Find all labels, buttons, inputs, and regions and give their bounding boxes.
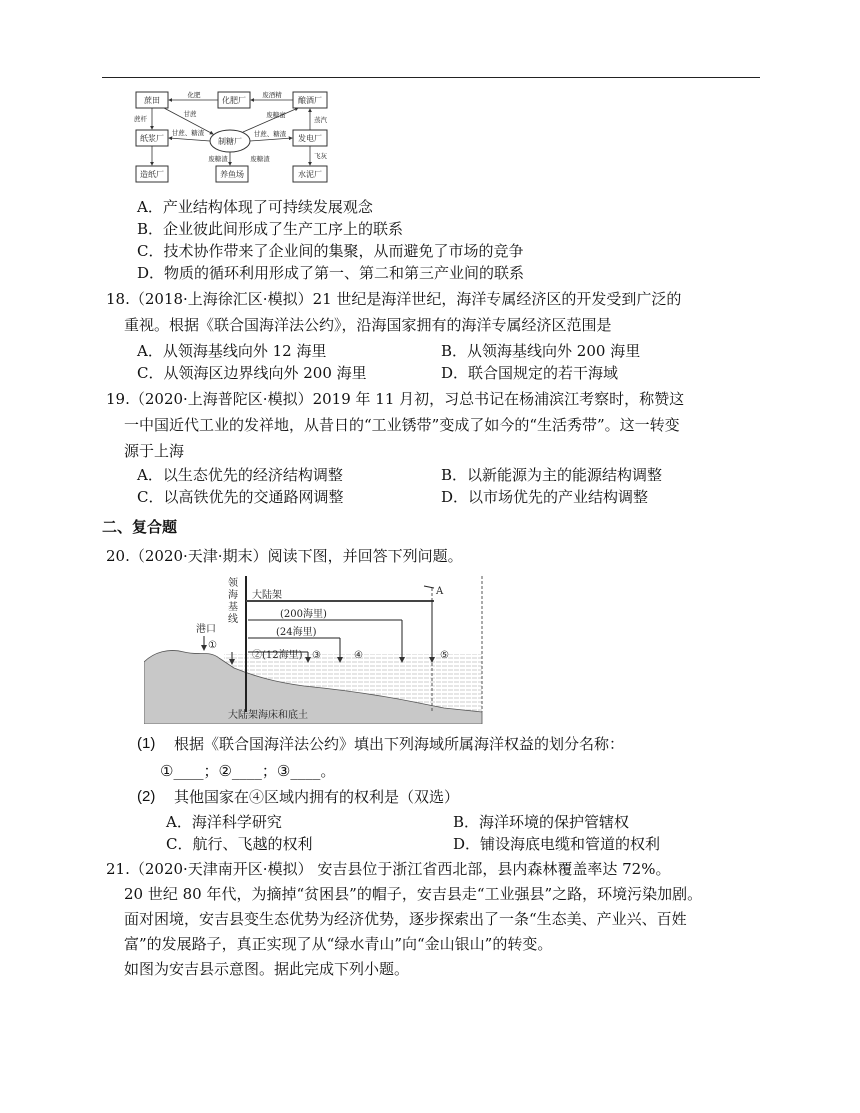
zone-4-label: ④: [354, 650, 363, 661]
q20-option-a: A．海洋科学研究: [166, 813, 282, 831]
baseline-label-4: 线: [228, 614, 238, 625]
q19-stem-line1: 19.（2020·上海普陀区·模拟）2019 年 11 月初，习总书记在杨浦滨江考察时，称赞这: [106, 390, 685, 408]
node-label: 发电厂: [298, 134, 322, 143]
zone-5-label: ⑤: [440, 650, 449, 661]
q17-option-b: B．企业彼此间形成了生产工序上的联系: [137, 220, 404, 238]
q21-stem-line2: 20 世纪 80 年代，为摘掉“贫困县”的帽子，安吉县走“工业强县”之路，环境污染加剧。: [124, 885, 703, 903]
zone-3-label: ③: [312, 650, 321, 661]
seabed-label: 大陆架海床和底土: [228, 710, 308, 721]
node-label: 化肥厂: [222, 96, 246, 105]
q18-stem-line1: 18.（2018·上海徐汇区·模拟）21 世纪是海洋世纪，海洋专属经济区的开发受到广泛的: [106, 290, 682, 308]
baseline-label-3: 基: [228, 602, 238, 613]
edge-label: 飞灰: [314, 152, 327, 160]
q21-stem-line4: 富”的发展路子，真正实现了从“绿水青山”向“金山银山”的转变。: [124, 935, 553, 953]
q18-stem-line2: 重视。根据《联合国海洋法公约》，沿海国家拥有的海洋专属经济区范围是: [124, 316, 612, 334]
edge-label: 化肥: [187, 91, 201, 99]
edge-label: 废酒精: [262, 91, 282, 99]
baseline-label-2: 海: [228, 590, 238, 601]
edge-label: 废糖渣: [208, 155, 228, 163]
q17-option-d: D．物质的循环利用形成了第一、第二和第三产业间的联系: [137, 264, 525, 282]
q20-intro: 20.（2020·天津·期末）阅读下图，并回答下列问题。: [106, 547, 463, 565]
header-rule: [102, 77, 760, 78]
node-label: 制糖厂: [218, 137, 242, 146]
q20-option-c: C．航行、飞越的权利: [166, 835, 313, 853]
q20-sub2-text: 其他国家在④区域内拥有的权利是（双选）: [174, 788, 460, 806]
q21-stem-line5: 如图为安吉县示意图。据此完成下列小题。: [124, 960, 410, 978]
node-label: 造纸厂: [140, 170, 164, 179]
q18-option-b: B．从领海基线向外 200 海里: [441, 342, 641, 360]
q20-sub1-number: (1): [137, 735, 156, 752]
node-label: 纸浆厂: [140, 134, 164, 143]
shelf-label: 大陆架: [252, 590, 282, 601]
edge-label: 甘蔗: [183, 110, 197, 118]
q19-option-d: D．以市场优先的产业结构调整: [441, 488, 649, 506]
edge-label: 蒸汽: [314, 116, 327, 124]
q19-option-b: B．以新能源为主的能源结构调整: [441, 466, 663, 484]
label-24nm: (24海里): [276, 627, 317, 638]
q18-option-a: A．从领海基线向外 12 海里: [137, 342, 327, 360]
q21-stem-line1: 21.（2020·天津南开区·模拟） 安吉县位于浙江省西北部，县内森林覆盖率达 72%。: [106, 860, 671, 878]
q19-stem-line3: 源于上海: [124, 442, 185, 460]
q20-sub2-number: (2): [137, 788, 156, 805]
node-label: 酿酒厂: [298, 96, 322, 105]
baseline-label-1: 领: [228, 578, 238, 589]
maritime-zones-diagram: [144, 572, 486, 724]
edge-label: 废糖渣: [250, 155, 270, 163]
node-label: 水泥厂: [298, 170, 322, 179]
edge-label: 废糖蜜: [266, 111, 286, 119]
q20-option-d: D．铺设海底电缆和管道的权利: [453, 835, 661, 853]
q17-option-a: A．产业结构体现了可持续发展观念: [137, 198, 373, 216]
zone-1-label: ①: [208, 640, 217, 651]
section-heading: 二、复合题: [102, 518, 178, 536]
q20-option-b: B．海洋环境的保护管辖权: [453, 813, 630, 831]
label-12nm: ②(12海里): [252, 650, 303, 661]
q19-option-a: A．以生态优先的经济结构调整: [137, 466, 343, 484]
port-label: 港口: [196, 624, 216, 635]
q18-option-c: C．从领海区边界线向外 200 海里: [137, 364, 367, 382]
node-label: 养鱼场: [220, 170, 244, 179]
q20-sub1-blanks: ①____；②____；③____。: [160, 762, 336, 780]
edge-label: 甘蔗、糖渣: [253, 130, 287, 138]
point-a-label: A: [436, 586, 444, 597]
q20-sub1-text: 根据《联合国海洋法公约》填出下列海域所属海洋权益的划分名称：: [174, 735, 625, 753]
q21-stem-line3: 面对困境，安吉县变生态优势为经济优势，逐步探索出了一条“生态美、产业兴、百姓: [124, 910, 687, 928]
label-200nm: (200海里): [280, 609, 327, 620]
edge-label: 蔗杆: [134, 115, 147, 123]
node-label: 蔗田: [144, 96, 160, 105]
q19-stem-line2: 一中国近代工业的发祥地，从昔日的“工业锈带”变成了如今的“生活秀带”。这一转变: [124, 416, 680, 434]
q18-option-d: D．联合国规定的若干海域: [441, 364, 619, 382]
q19-option-c: C．以高铁优先的交通路网调整: [137, 488, 344, 506]
edge-label: 甘蔗、糖渣: [171, 129, 205, 137]
q17-option-c: C．技术协作带来了企业间的集聚，从而避免了市场的竞争: [137, 242, 524, 260]
industry-flow-diagram: [128, 84, 338, 188]
